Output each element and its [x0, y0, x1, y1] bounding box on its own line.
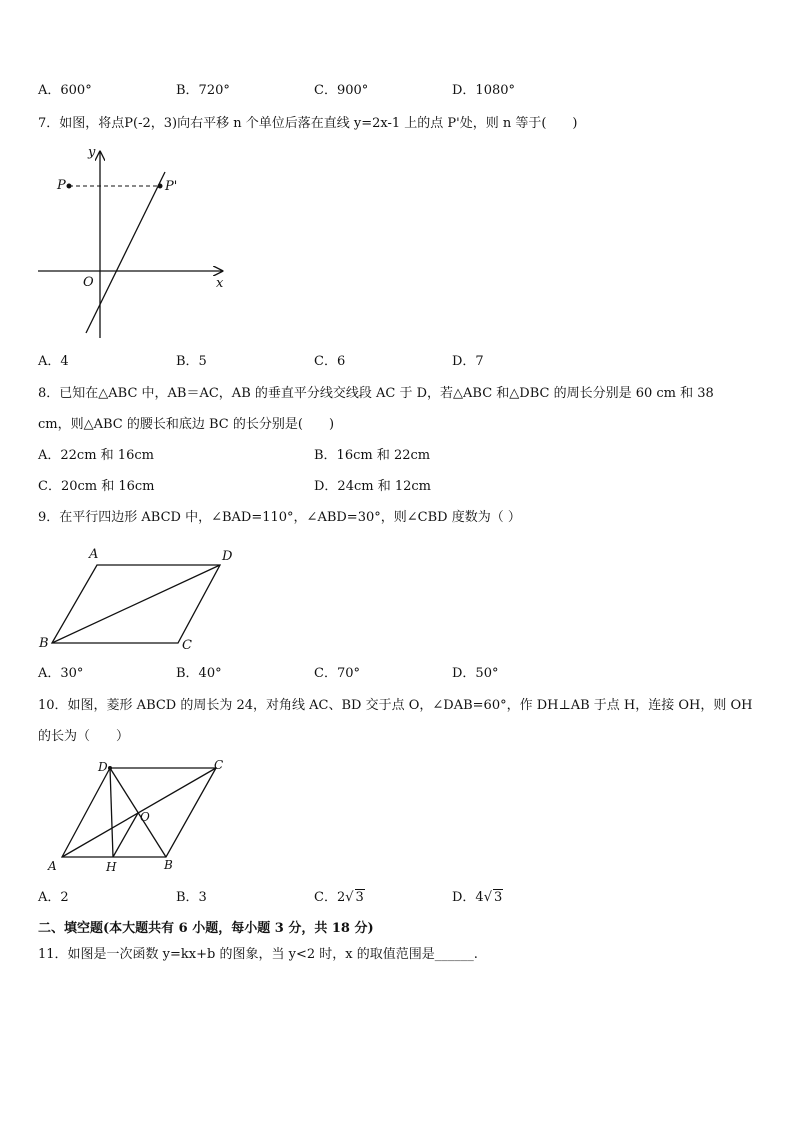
q7-line: [86, 172, 165, 333]
q10-option-a: A．2: [38, 890, 69, 905]
q7-option-d: D．7: [452, 354, 484, 369]
q6-option-d: D．1080°: [452, 83, 516, 98]
q9-label-d: D: [222, 549, 233, 564]
q10-segment-dh: [110, 768, 113, 857]
q7-option-b: B．5: [176, 354, 207, 369]
q10-label-c: C: [214, 758, 224, 772]
q7-point-p2: [158, 184, 163, 189]
q7-option-a: A．4: [38, 354, 69, 369]
q10-option-b: B．3: [176, 890, 207, 905]
q9-figure: [40, 555, 240, 655]
q9-label-c: C: [182, 638, 192, 653]
q8-stem-line1: 8．已知在△ABC 中，AB＝AC，AB 的垂直平分线交线段 AC 于 D，若△ABC 和△DBC 的周长分别是 60 cm 和 38: [38, 386, 714, 401]
q9-diagonal-bd: [52, 565, 220, 643]
q10-option-d: [452, 890, 503, 906]
q7-label-x: x: [216, 276, 224, 291]
q7-stem: 7．如图，将点P(-2，3)向右平移 n 个单位后落在直线 y=2x-1 上的点 P'处，则 n 等于( ): [38, 116, 578, 131]
q7-label-p: P: [57, 178, 66, 193]
q7-option-c: C．6: [314, 354, 346, 369]
q8-option-d: D．24cm 和 12cm: [314, 479, 431, 494]
q8-option-b: B．16cm 和 22cm: [314, 448, 431, 463]
q10-option-c: [314, 890, 365, 906]
q10-diagonal-ac: [62, 768, 216, 857]
q10-label-o: O: [140, 810, 150, 824]
q9-option-d: D．50°: [452, 666, 499, 681]
q7-point-p: [67, 184, 72, 189]
q6-option-b: B．720°: [176, 83, 230, 98]
q10-option-c-prefix: C．2: [314, 890, 346, 905]
q6-option-a: A．600°: [38, 83, 92, 98]
q7-label-p2: P': [165, 179, 178, 194]
q10-stem-line2: 的长为（ ）: [38, 729, 130, 744]
q7-figure: [30, 140, 240, 340]
q9-label-b: B: [39, 636, 49, 651]
q7-label-o: O: [83, 275, 94, 290]
q10-label-d: D: [98, 760, 108, 774]
q9-option-a: A．30°: [38, 666, 84, 681]
q10-point-d: [108, 766, 112, 770]
q10-label-a: A: [48, 859, 57, 873]
q9-option-b: B．40°: [176, 666, 222, 681]
q8-option-c: C．20cm 和 16cm: [38, 479, 155, 494]
q11-stem: 11．如图是一次函数 y=kx+b 的图象，当 y<2 时，x 的取值范围是______.: [38, 947, 478, 962]
q9-stem: 9．在平行四边形 ABCD 中，∠BAD=110°，∠ABD=30°，则∠CBD 度数为（ ）: [38, 510, 521, 525]
q10-option-c-radicand: 3: [355, 890, 364, 905]
q9-label-a: A: [89, 547, 99, 562]
section2-title: 二、填空题(本大题共有 6 小题，每小题 3 分，共 18 分): [38, 921, 374, 936]
q10-option-d-radicand: 3: [494, 890, 503, 905]
q10-option-d-sqrt: √ 3: [483, 890, 503, 905]
q10-label-h: H: [106, 860, 117, 874]
q10-option-c-sqrt: √ 3: [345, 890, 364, 905]
q9-option-c: C．70°: [314, 666, 360, 681]
q6-option-c: C．900°: [314, 83, 369, 98]
q10-diagonal-bd: [110, 768, 166, 857]
q10-stem-line1: 10．如图，菱形 ABCD 的周长为 24，对角线 AC、BD 交于点 O，∠DAB=60°，作 DH⊥AB 于点 H，连接 OH，则 OH: [38, 698, 753, 713]
q8-option-a: A．22cm 和 16cm: [38, 448, 154, 463]
q10-option-d-prefix: D．4: [452, 890, 484, 905]
q10-label-b: B: [164, 858, 173, 872]
q8-stem-line2: cm，则△ABC 的腰长和底边 BC 的长分别是( ): [38, 417, 335, 432]
q7-label-y: y: [88, 145, 96, 160]
